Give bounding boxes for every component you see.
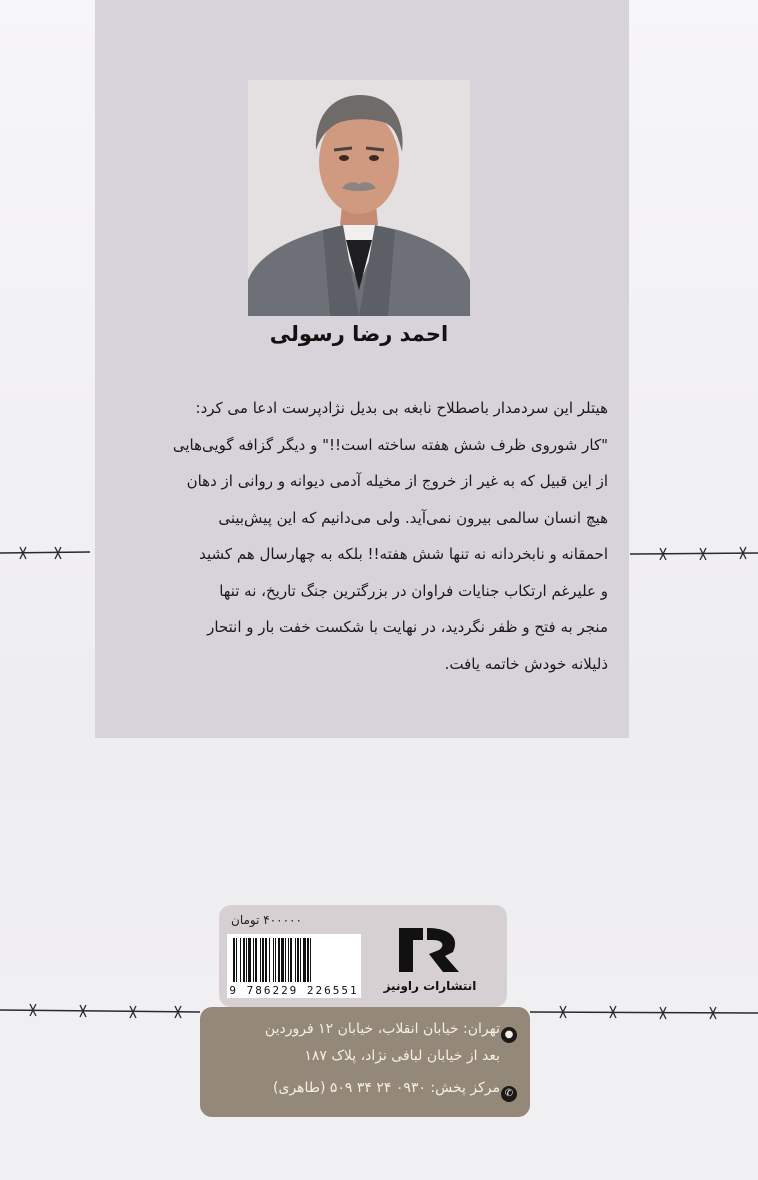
blurb-line: ذلیلانه خودش خاتمه یافت.	[444, 654, 608, 673]
distribution-phone: مرکز پخش: ۰۹۳۰ ۲۴ ۳۴ ۵۰۹ (طاهری)	[273, 1080, 500, 1096]
isbn-digits: 9 786229 226551	[227, 984, 361, 998]
blurb-line: هیتلر این سردمدار باصطلاح نابغه بی بدیل نژادپرست ادعا می کرد:	[195, 399, 608, 417]
barbed-wire-upper	[0, 540, 758, 564]
publisher-logo-icon	[393, 920, 465, 980]
author-portrait	[248, 80, 470, 316]
blurb-line: منجر به فتح و ظفر نگردید، در نهایت با شکست خفت بار و انتحار	[207, 618, 608, 636]
price-label: ۴۰۰۰۰۰ تومان	[231, 913, 302, 927]
blurb-line: "کار شوروی ظرف شش هفته ساخته است!!" و دیگر گزافه گویی‌هایی	[172, 435, 608, 454]
author-name: احمد رضا رسولی	[269, 322, 449, 346]
blurb-line: هیچ انسان سالمی بیرون نمی‌آید. ولی می‌دانیم که این پیش‌بینی	[218, 508, 608, 527]
address-line-2: بعد از خیابان لبافی نژاد، پلاک ۱۸۷	[304, 1048, 500, 1064]
blurb-text	[118, 390, 608, 682]
blurb-line: احمقانه و نابخردانه نه تنها شش هفته!! بلکه به چهارسال هم کشید	[199, 545, 608, 563]
address-line-1: تهران: خیابان انقلاب، خیابان ۱۲ فروردین	[264, 1021, 500, 1037]
phone-icon: ✆	[501, 1086, 517, 1102]
blurb-line: و علیرغم ارتکاب جنایات فراوان در بزرگترین جنگ تاریخ، نه تنها	[219, 581, 608, 600]
location-pin-icon: ●	[501, 1027, 517, 1043]
address-card	[200, 1007, 530, 1117]
blurb-line: از این قبیل که به غیر از خروج از مخیله آدمی دیوانه و روانی از دهان	[186, 472, 608, 490]
publisher-name: انتشارات راونیز	[383, 979, 477, 993]
